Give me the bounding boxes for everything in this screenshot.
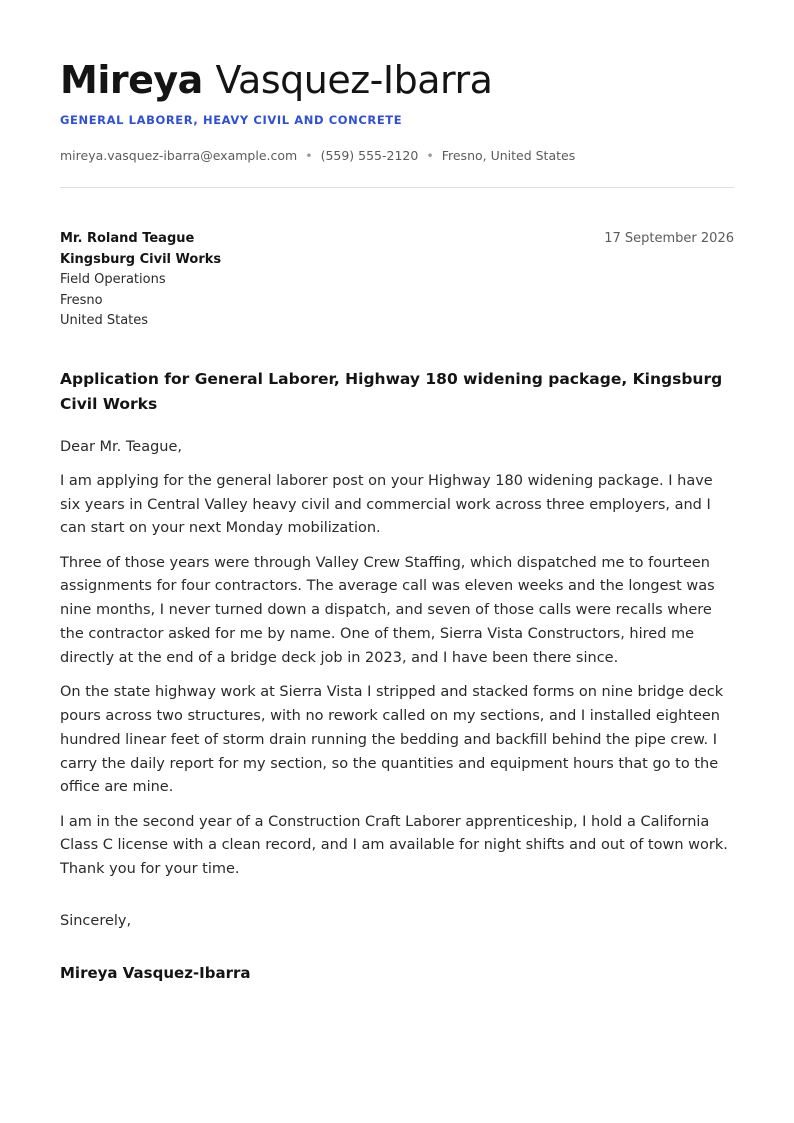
body-paragraph: On the state highway work at Sierra Vista I stripped and stacked forms on nine bridge deck pours across two structures, with no rework called on my sections, and I installed eighteen hundred linear feet of storm drain running the bedding and backfill behind the pipe crew. I carry the daily report for my section, so the quantities and equipment hours that go to the office are mine.	[60, 684, 724, 796]
letter-body	[60, 436, 734, 883]
letter-date: 17 September 2026	[604, 231, 734, 246]
closing-line: Sincerely,	[60, 913, 132, 930]
recipient-department: Field Operations	[60, 272, 166, 287]
contact-phone: (559) 555-2120	[320, 148, 419, 163]
contact-separator: •	[426, 148, 434, 163]
signature-name: Mireya Vasquez-Ibarra	[60, 964, 251, 983]
body-paragraph: I am applying for the general laborer post on your Highway 180 widening package. I have six years in Central Valley heavy civil and commercial work across three employers, and I can start on your next Monday mobilization.	[60, 472, 713, 537]
recipient-country: United States	[60, 313, 149, 328]
contact-line	[60, 147, 734, 165]
applicant-first-name: Mireya	[60, 58, 203, 102]
salutation: Dear Mr. Teague,	[60, 438, 183, 455]
contact-separator: •	[305, 148, 313, 163]
header-divider	[60, 187, 734, 188]
applicant-last-name: Vasquez-Ibarra	[215, 58, 493, 102]
recipient-name: Mr. Roland Teague	[60, 231, 195, 246]
body-paragraph: I am in the second year of a Construction Craft Laborer apprenticeship, I hold a California Class C license with a clean record, and I am available for night shifts and out of town work. Thank you for your time.	[60, 813, 728, 878]
contact-location: Fresno, United States	[441, 148, 576, 163]
letter-header	[60, 0, 734, 188]
body-paragraph: Three of those years were through Valley Crew Staffing, which dispatched me to fourteen assignments for four contractors. The average call was eleven weeks and the longest was nine months, I never turned down a dispatch, and seven of those calls were recalls where the contractor asked for me by name. One of them, Sierra Vista Constructors, hired me directly at the end of a bridge deck job in 2023, and I have been there since.	[60, 554, 715, 666]
contact-email: mireya.vasquez-ibarra@example.com	[60, 148, 298, 163]
letter-subject: Application for General Laborer, Highway 180 widening package, Kingsburg Civil Works	[60, 369, 723, 413]
recipient-company: Kingsburg Civil Works	[60, 251, 222, 267]
applicant-name	[60, 56, 734, 104]
recipient-city: Fresno	[60, 292, 103, 308]
applicant-role: GENERAL LABORER, HEAVY CIVIL AND CONCRETE	[60, 113, 403, 127]
address-block	[60, 229, 734, 332]
